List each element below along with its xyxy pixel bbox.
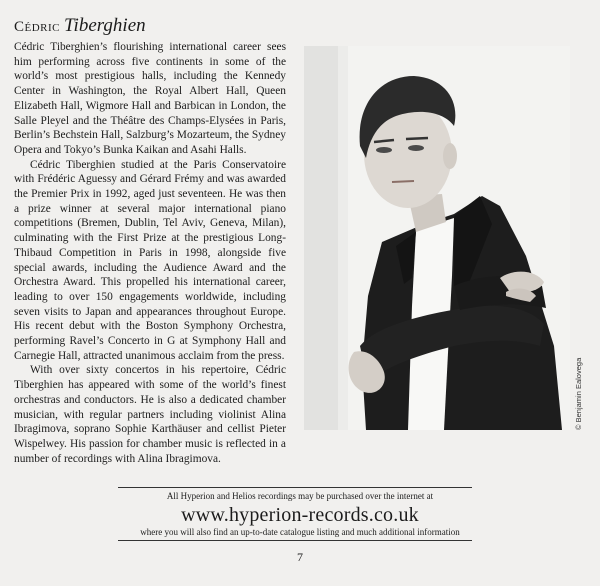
artist-heading [14, 16, 146, 37]
footer-rule-top [118, 487, 472, 488]
bio-paragraph: With over sixty concertos in his repertoire, Cédric Tiberghien has appeared with some of the world’s finest orchestras and conductors. He is also a dedicated chamber musician, with regular partners including violinist Alina Ibragimova, soprano Sophie Karthäuser and cellist Pieter Wispelwey. His passion for chamber music is reflected in a number of recordings with Alina Ibragimova. [14, 364, 286, 465]
artist-last-name: Tiberghien [64, 15, 146, 36]
footer-catalogue-text: where you will also find an up-to-date catalogue listing and much additional information [140, 527, 460, 537]
artist-first-name: Cédric [14, 19, 61, 35]
photo-credit: © Benjamin Ealovega [574, 357, 583, 430]
bio-paragraph: Cédric Tiberghien studied at the Paris Conservatoire with Frédéric Aguessy and Gérard Frémy and was awarded the Premier Prix in 1992, aged just seventeen. He was then a prize winner at several major international piano competitions (Bremen, Dublin, Tel Aviv, Geneva, Milan), culminating with the First Prize at the prestigious Long-Thibaud Competition in Paris in 1998, alongside five special awards, including the Audience Award and the Orchestra Award. This propelled his international career, leading to over 150 engagements worldwide, including seven visits to Japan and appearances throughout Europe. His recent debut with the Boston Symphony Orchestra, performing Ravel’s Concerto in G at Symphony Hall and Carnegie Hall, attracted unanimous acclaim from the press. [14, 158, 286, 362]
artist-photo [304, 46, 570, 430]
footer-purchase-text: All Hyperion and Helios recordings may be purchased over the internet at [166, 491, 434, 501]
footer-rule-bottom [118, 540, 472, 541]
artist-biography [14, 40, 286, 466]
bio-paragraph: Cédric Tiberghien’s flourishing international career sees him performing across five continents in some of the world’s most prestigious halls, including the Kennedy Center in Washington, the Royal Albert Hall, Queen Elizabeth Hall, Wigmore Hall and Barbican in London, the Salle Pleyel and the Théâtre des Champs-Elysées in Paris, Berlin’s Bechstein Hall, Salzburg’s Mozarteum, the Sydney Opera and Tokyo’s Bunka Kaikan and Asahi Halls. [14, 41, 286, 156]
hyperion-website-link[interactable]: www.hyperion-records.co.uk [181, 504, 419, 526]
page-number: 7 [297, 550, 303, 564]
artist-portrait-illustration [304, 46, 570, 430]
